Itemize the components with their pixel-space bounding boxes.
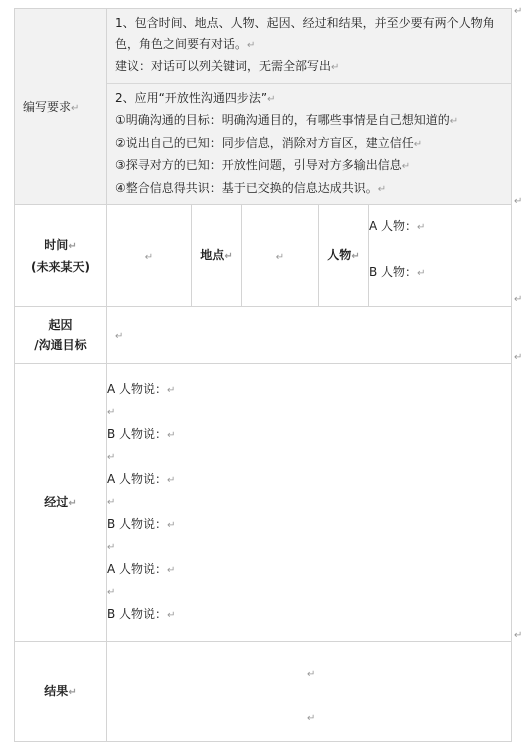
people-label-cell: 人物↵ (319, 205, 369, 307)
row-end-mark: ↵ (514, 196, 523, 207)
dialogue-line: A 人物说：↵ (107, 471, 176, 486)
requirement-step-4: ④整合信息得共识：基于已交换的信息达成共识。↵ (115, 180, 387, 195)
time-input-cell[interactable]: ↵ (107, 205, 192, 307)
requirement-step-2: ②说出自己的已知：同步信息，消除对方盲区，建立信任↵ (115, 135, 423, 150)
requirement-point-1: 1、包含时间、地点、人物、起因、经过和结果，并至少要有两个人物角色，角色之间要有对话。↵ (115, 16, 495, 51)
row-end-mark: ↵ (514, 6, 523, 17)
row-end-mark: ↵ (514, 294, 523, 305)
requirement-suggestion: 建议：对话可以列关键词，无需全部写出↵ (115, 59, 340, 73)
cause-row (15, 307, 512, 364)
person-b-field: B 人物：↵ (369, 265, 426, 279)
people-label: 人物 (327, 247, 352, 262)
dialogue-line: B 人物说：↵ (107, 426, 176, 441)
place-label-cell: 地点↵ (192, 205, 242, 307)
dialogue-line: ↵ (107, 587, 116, 599)
requirements-content-cell[interactable] (107, 9, 512, 205)
requirement-step-3: ③探寻对方的已知：开放性问题，引导对方多输出信息↵ (115, 158, 411, 172)
row-end-mark: ↵ (514, 630, 523, 641)
process-label: 经过 (44, 494, 69, 509)
time-label: 时间↵ (44, 237, 77, 252)
time-note: (未来某天) (31, 259, 90, 274)
time-place-people-row (15, 205, 512, 307)
requirements-label: 编写要求 (23, 100, 72, 114)
dialogue-line: ↵ (107, 407, 116, 419)
dialogue-line: B 人物说：↵ (107, 516, 176, 531)
requirement-divider (107, 83, 511, 84)
requirement-step-1: ①明确沟通的目标：明确沟通目的，有哪些事情是自己想知道的↵ (115, 113, 459, 127)
dialogue-line: ↵ (107, 497, 116, 509)
place-label: 地点 (200, 247, 225, 262)
place-input-cell[interactable]: ↵ (242, 205, 319, 307)
cause-label-line1: 起因 (48, 318, 73, 332)
person-a-field: A 人物：↵ (369, 219, 426, 233)
result-label-cell: 结果↵ (15, 642, 107, 742)
dialogue-line: B 人物说：↵ (107, 606, 176, 621)
writing-form-table (14, 8, 512, 742)
process-row (15, 364, 512, 642)
cause-label-line2: /沟通目标 (34, 338, 87, 352)
cause-label-cell (15, 307, 107, 364)
dialogue-line: A 人物说：↵ (107, 381, 176, 396)
dialogue-line: ↵ (107, 542, 116, 554)
result-label: 结果 (44, 683, 69, 698)
people-input-cell[interactable] (369, 205, 512, 307)
requirements-row (15, 9, 512, 205)
process-label-cell: 经过↵ (15, 364, 107, 642)
result-input-cell[interactable]: ↵ ↵ (107, 642, 512, 742)
result-row (15, 642, 512, 742)
time-label-cell (15, 205, 107, 307)
dialogue-line: A 人物说：↵ (107, 561, 176, 576)
paragraph-mark-icon: ↵ (71, 103, 80, 114)
cause-input-cell[interactable]: ↵ (107, 307, 512, 364)
process-input-cell[interactable] (107, 364, 512, 642)
requirements-label-cell (15, 9, 107, 205)
dialogue-line: ↵ (107, 452, 116, 464)
row-end-mark: ↵ (514, 352, 523, 363)
requirement-point-2-title: 2、应用“开放性沟通四步法”↵ (115, 90, 276, 105)
